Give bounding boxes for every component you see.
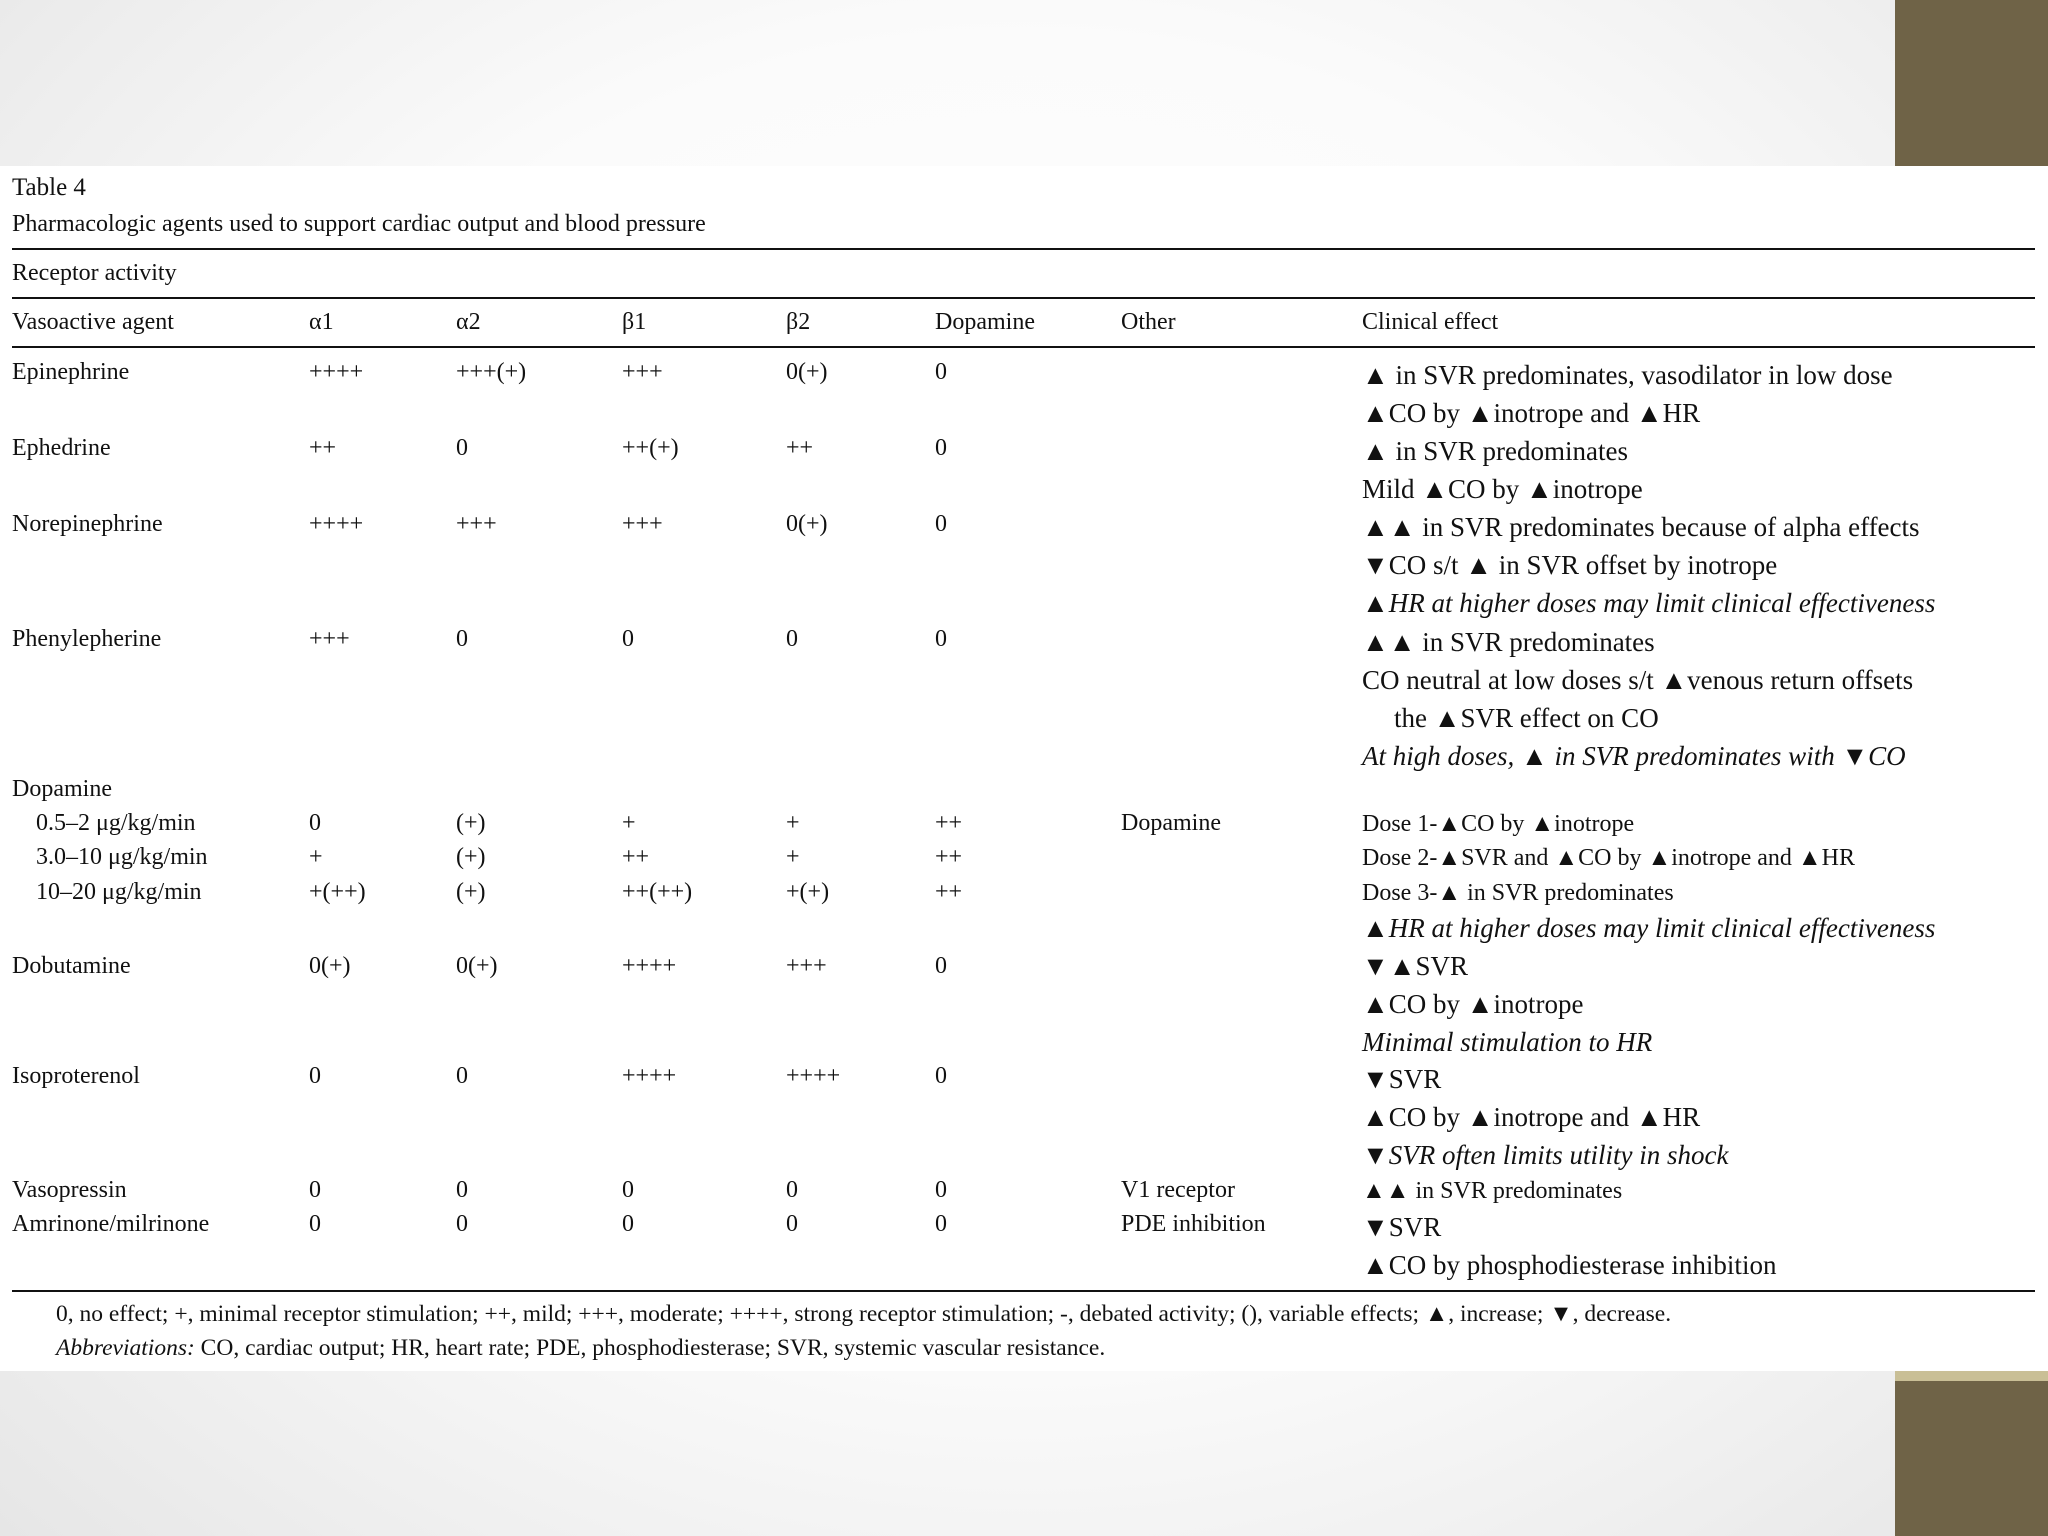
- cell-epinephrine-alpha1: ++++: [309, 359, 364, 385]
- cell-vasopressin-other: V1 receptor: [1121, 1177, 1235, 1203]
- cell-ephedrine-beta1: ++(+): [622, 435, 679, 461]
- rule-top: [12, 248, 2035, 250]
- footnote-abbr-text: CO, cardiac output; HR, heart rate; PDE, phosphodiesterase; SVR, systemic vascular resistance.: [194, 1335, 1106, 1361]
- clinical-effect-dopamine-dose-3-2: ▲HR at higher doses may limit clinical effectiveness: [1362, 913, 1936, 943]
- clinical-effect-isoproterenol-2: ▲CO by ▲inotrope and ▲HR: [1362, 1102, 1701, 1132]
- clinical-effect-epinephrine-2: ▲CO by ▲inotrope and ▲HR: [1362, 398, 1701, 428]
- cell-vasopressin-alpha2: 0: [456, 1177, 468, 1203]
- col-header-beta2: β2: [786, 309, 811, 335]
- cell-isoproterenol-alpha2: 0: [456, 1063, 468, 1089]
- cell-dobutamine-agent: Dobutamine: [12, 953, 131, 979]
- clinical-effect-vasopressin-1: ▲▲ in SVR predominates: [1362, 1178, 1623, 1204]
- clinical-effect-dobutamine-1: ▼▲SVR: [1362, 951, 1468, 981]
- cell-dopamine-dose-2-beta2: +: [786, 844, 800, 870]
- clinical-effect-dopamine-dose-2-1: Dose 2-▲SVR and ▲CO by ▲inotrope and ▲HR: [1362, 845, 1855, 871]
- accent-block-bottom: [1895, 1371, 2048, 1536]
- group-header: Receptor activity: [12, 260, 177, 286]
- cell-ephedrine-agent: Ephedrine: [12, 435, 111, 461]
- cell-amrinone-milrinone-alpha1: 0: [309, 1211, 321, 1237]
- clinical-effect-isoproterenol-1: ▼SVR: [1362, 1064, 1442, 1094]
- col-header-beta1: β1: [622, 309, 647, 335]
- clinical-effect-phenylepherine-3: the ▲SVR effect on CO: [1394, 703, 1659, 733]
- cell-amrinone-milrinone-alpha2: 0: [456, 1211, 468, 1237]
- cell-vasopressin-alpha1: 0: [309, 1177, 321, 1203]
- cell-dopamine-dose-2-dopamine: ++: [935, 844, 963, 870]
- cell-amrinone-milrinone-dopamine: 0: [935, 1211, 947, 1237]
- clinical-effect-isoproterenol-3: ▼SVR often limits utility in shock: [1362, 1140, 1729, 1170]
- clinical-effect-norepinephrine-2: ▼CO s/t ▲ in SVR offset by inotrope: [1362, 550, 1778, 580]
- col-header-other: Other: [1121, 309, 1176, 335]
- cell-norepinephrine-alpha1: ++++: [309, 511, 364, 537]
- cell-norepinephrine-dopamine: 0: [935, 511, 947, 537]
- cell-epinephrine-alpha2: +++(+): [456, 359, 527, 385]
- cell-norepinephrine-agent: Norepinephrine: [12, 511, 163, 537]
- cell-dopamine-dose-2-agent: 3.0–10 μg/kg/min: [36, 844, 208, 870]
- clinical-effect-phenylepherine-2: CO neutral at low doses s/t ▲venous return offsets: [1362, 665, 1914, 695]
- accent-stripe: [1895, 1371, 2048, 1381]
- cell-dopamine-agent: Dopamine: [12, 776, 112, 802]
- cell-vasopressin-agent: Vasopressin: [12, 1177, 127, 1203]
- cell-dobutamine-beta2: +++: [786, 953, 827, 979]
- cell-dopamine-dose-2-alpha2: (+): [456, 844, 486, 870]
- cell-isoproterenol-dopamine: 0: [935, 1063, 947, 1089]
- rule-group: [12, 297, 2035, 299]
- cell-norepinephrine-beta1: +++: [622, 511, 663, 537]
- clinical-effect-dobutamine-3: Minimal stimulation to HR: [1362, 1027, 1653, 1057]
- cell-phenylepherine-dopamine: 0: [935, 626, 947, 652]
- clinical-effect-amrinone-milrinone-2: ▲CO by phosphodiesterase inhibition: [1362, 1250, 1777, 1280]
- cell-phenylepherine-alpha1: +++: [309, 626, 350, 652]
- cell-amrinone-milrinone-agent: Amrinone/milrinone: [12, 1211, 210, 1237]
- cell-ephedrine-alpha2: 0: [456, 435, 468, 461]
- clinical-effect-epinephrine-1: ▲ in SVR predominates, vasodilator in low dose: [1362, 360, 1893, 390]
- cell-dopamine-dose-3-beta2: +(+): [786, 879, 830, 905]
- cell-vasopressin-beta1: 0: [622, 1177, 634, 1203]
- cell-ephedrine-dopamine: 0: [935, 435, 947, 461]
- cell-ephedrine-alpha1: ++: [309, 435, 337, 461]
- cell-phenylepherine-beta2: 0: [786, 626, 798, 652]
- cell-norepinephrine-alpha2: +++: [456, 511, 497, 537]
- cell-phenylepherine-beta1: 0: [622, 626, 634, 652]
- clinical-effect-phenylepherine-1: ▲▲ in SVR predominates: [1362, 627, 1655, 657]
- rule-bottom: [12, 1290, 2035, 1292]
- cell-vasopressin-beta2: 0: [786, 1177, 798, 1203]
- cell-amrinone-milrinone-beta1: 0: [622, 1211, 634, 1237]
- cell-isoproterenol-beta1: ++++: [622, 1063, 677, 1089]
- col-header-vasoactive-agent: Vasoactive agent: [12, 309, 174, 335]
- cell-dobutamine-alpha2: 0(+): [456, 953, 498, 979]
- accent-block-top: [1895, 0, 2048, 166]
- cell-dopamine-dose-1-other: Dopamine: [1121, 810, 1221, 836]
- cell-amrinone-milrinone-beta2: 0: [786, 1211, 798, 1237]
- footnote-abbr-label: Abbreviations:: [56, 1335, 195, 1361]
- cell-vasopressin-dopamine: 0: [935, 1177, 947, 1203]
- clinical-effect-dobutamine-2: ▲CO by ▲inotrope: [1362, 989, 1584, 1019]
- cell-dobutamine-beta1: ++++: [622, 953, 677, 979]
- clinical-effect-phenylepherine-4: At high doses, ▲ in SVR predominates with ▼CO: [1362, 741, 1906, 771]
- clinical-effect-dopamine-dose-3-1: Dose 3-▲ in SVR predominates: [1362, 880, 1674, 906]
- cell-epinephrine-beta1: +++: [622, 359, 663, 385]
- footnote-legend: 0, no effect; +, minimal receptor stimulation; ++, mild; +++, moderate; ++++, strong receptor stimulation; -, debated activity; (), variable effects; ▲, increase; ▼, decrease.: [56, 1301, 1672, 1327]
- cell-isoproterenol-agent: Isoproterenol: [12, 1063, 140, 1089]
- clinical-effect-norepinephrine-3: ▲HR at higher doses may limit clinical effectiveness: [1362, 588, 1936, 618]
- cell-dopamine-dose-2-alpha1: +: [309, 844, 323, 870]
- clinical-effect-ephedrine-1: ▲ in SVR predominates: [1362, 436, 1628, 466]
- cell-dopamine-dose-1-agent: 0.5–2 μg/kg/min: [36, 810, 196, 836]
- table-title: Pharmacologic agents used to support cardiac output and blood pressure: [12, 211, 706, 237]
- cell-dopamine-dose-3-alpha1: +(++): [309, 879, 366, 905]
- cell-dopamine-dose-1-alpha1: 0: [309, 810, 321, 836]
- rule-header: [12, 346, 2035, 348]
- cell-dopamine-dose-1-beta1: +: [622, 810, 636, 836]
- cell-amrinone-milrinone-other: PDE inhibition: [1121, 1211, 1266, 1237]
- col-header-dopamine: Dopamine: [935, 309, 1035, 335]
- clinical-effect-ephedrine-2: Mild ▲CO by ▲inotrope: [1362, 474, 1643, 504]
- cell-epinephrine-agent: Epinephrine: [12, 359, 130, 385]
- clinical-effect-amrinone-milrinone-1: ▼SVR: [1362, 1212, 1442, 1242]
- cell-dopamine-dose-3-beta1: ++(++): [622, 879, 693, 905]
- cell-dopamine-dose-2-beta1: ++: [622, 844, 650, 870]
- cell-isoproterenol-alpha1: 0: [309, 1063, 321, 1089]
- cell-ephedrine-beta2: ++: [786, 435, 814, 461]
- cell-dopamine-dose-1-beta2: +: [786, 810, 800, 836]
- col-header-alpha2: α2: [456, 309, 481, 335]
- cell-phenylepherine-alpha2: 0: [456, 626, 468, 652]
- clinical-effect-dopamine-dose-1-1: Dose 1-▲CO by ▲inotrope: [1362, 811, 1635, 837]
- clinical-effect-norepinephrine-1: ▲▲ in SVR predominates because of alpha effects: [1362, 512, 1920, 542]
- cell-dopamine-dose-1-dopamine: ++: [935, 810, 963, 836]
- cell-dobutamine-alpha1: 0(+): [309, 953, 351, 979]
- col-header-alpha1: α1: [309, 309, 334, 335]
- col-header-clinical-effect: Clinical effect: [1362, 309, 1499, 335]
- table-label: Table 4: [12, 174, 86, 201]
- cell-epinephrine-beta2: 0(+): [786, 359, 828, 385]
- cell-dopamine-dose-3-agent: 10–20 μg/kg/min: [36, 879, 202, 905]
- cell-dopamine-dose-3-alpha2: (+): [456, 879, 486, 905]
- cell-dopamine-dose-1-alpha2: (+): [456, 810, 486, 836]
- cell-isoproterenol-beta2: ++++: [786, 1063, 841, 1089]
- cell-epinephrine-dopamine: 0: [935, 359, 947, 385]
- cell-phenylepherine-agent: Phenylepherine: [12, 626, 162, 652]
- cell-norepinephrine-beta2: 0(+): [786, 511, 828, 537]
- footnote-abbreviations: [56, 1334, 1105, 1362]
- cell-dobutamine-dopamine: 0: [935, 953, 947, 979]
- cell-dopamine-dose-3-dopamine: ++: [935, 879, 963, 905]
